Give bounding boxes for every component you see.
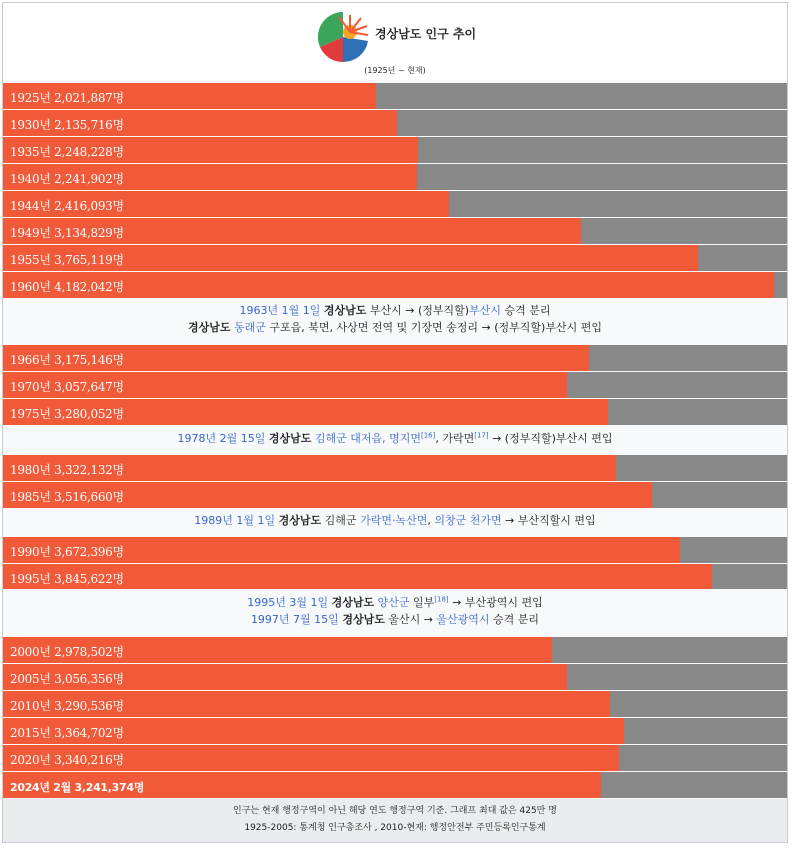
ref-18[interactable]: [18] [434,595,449,604]
province-name: 경상남도 [188,321,231,334]
note-1978 [3,427,787,453]
data-label: 1940년 2,241,902명 [10,172,124,186]
note-text: , 가락면 [435,432,475,445]
note-1995-1997 [3,589,787,635]
note-text: 승격 분리 [500,304,551,317]
ref-16[interactable]: [16] [420,431,436,440]
bar-row [3,664,787,690]
province-name: 경상남도 [278,514,322,527]
note-1989 [3,508,787,534]
note-text: 일부 [409,596,435,609]
data-label: 1970년 3,057,647명 [10,380,124,394]
footer-note: 인구는 현재 행정구역이 아닌 해당 연도 행정구역 기준. 그래프 최대 값은 425만 명 [233,806,557,816]
note-text: → (정부직할)부산시 편입 [488,432,613,445]
dongnae-link[interactable]: 동래군 [234,321,266,334]
note-text: 김해군 [321,514,361,527]
chart-title: 경상남도 인구 추이 [375,27,477,41]
data-label: 1975년 3,280,052명 [10,407,124,421]
province-name: 경상남도 [323,304,367,317]
data-label: 1960년 4,182,042명 [10,280,124,294]
ulsan-link[interactable]: 울산광역시 [436,613,490,626]
note-text: , [427,514,435,527]
chart-header [3,3,787,80]
bar-row [3,245,787,271]
date-link[interactable]: 1978년 2월 15일 [177,432,266,445]
data-label: 1985년 3,516,660명 [10,490,124,504]
note-text: 승격 분리 [489,613,540,626]
note-1963 [3,302,787,342]
data-label: 1995년 3,845,622명 [10,572,124,586]
bar-row [3,137,787,163]
note-1997-line [3,611,787,628]
data-label: 2024년 2월 3,241,374명 [10,781,145,794]
note-text: → 부산광역시 편입 [448,596,543,609]
bar-row [3,399,787,425]
province-name: 경상남도 [342,613,385,626]
data-label: 2005년 3,056,356명 [10,672,124,686]
bar-row [3,372,787,398]
bar-row [3,191,787,217]
bar-row [3,218,787,244]
data-label: 1966년 3,175,146명 [10,353,124,367]
note-1963-line1 [3,302,787,319]
gyeongnam-logo-icon [317,11,369,63]
data-label: 1935년 2,248,228명 [10,145,124,159]
bar-row [3,745,787,771]
note-1989-line [3,512,787,529]
places-link[interactable]: 가락면·녹산면 [360,514,428,527]
footer-source: 1925-2005: 통계청 인구총조사 , 2010-현재: 행정안전부 주민등록인구통계 [244,823,546,833]
date-link[interactable]: 1989년 1월 1일 [194,514,276,527]
province-name: 경상남도 [331,596,375,609]
bar-row [3,345,787,371]
note-text: → 부산직할시 편입 [501,514,596,527]
bar-row [3,482,787,508]
note-text: 부산시 → (정부직할) [366,304,470,317]
bar-row [3,637,787,663]
note-1963-line2 [3,319,787,336]
bar-row [3,537,787,563]
note-text: 구포읍, 북면, 사상면 전역 및 기장면 송정리 → (정부직할)부산시 편입 [265,321,602,334]
chart-footer [3,799,787,842]
yangsan-link[interactable]: 양산군 [377,596,410,609]
data-label: 2015년 3,364,702명 [10,726,124,740]
note-1995-line [3,594,787,611]
data-label: 1980년 3,322,132명 [10,463,124,477]
data-label: 1990년 3,672,396명 [10,545,124,559]
bar-row [3,772,787,798]
bar-row [3,718,787,744]
note-1978-line [3,430,787,447]
bar-row [3,564,787,590]
chart-subtitle: (1925년 ~ 현재) [364,66,426,75]
busan-link[interactable]: 부산시 [469,304,501,317]
data-label: 1944년 2,416,093명 [10,199,124,213]
bar-row [3,455,787,481]
bar-row [3,164,787,190]
data-label: 2000년 2,978,502명 [10,645,124,659]
date-link[interactable]: 1963년 1월 1일 [239,304,321,317]
data-label: 1949년 3,134,829명 [10,226,124,240]
province-name: 경상남도 [268,432,312,445]
bar-row [3,691,787,717]
bar-row [3,83,787,109]
places-link[interactable]: 의창군 천가면 [434,514,502,527]
data-label: 1925년 2,021,887명 [10,91,124,105]
places-link[interactable]: 김해군 대저읍, 명지면 [314,432,421,445]
data-label: 2010년 3,290,536명 [10,699,124,713]
bar-row [3,110,787,136]
ref-17[interactable]: [17] [474,431,489,440]
data-label: 1930년 2,135,716명 [10,118,124,132]
note-text: 울산시 → [384,613,437,626]
date-link[interactable]: 1995년 3월 1일 [247,596,329,609]
data-label: 1955년 3,765,119명 [10,253,124,267]
data-label: 2020년 3,340,216명 [10,753,124,767]
date-link[interactable]: 1997년 7월 15일 [250,613,339,626]
bar-row [3,272,787,298]
